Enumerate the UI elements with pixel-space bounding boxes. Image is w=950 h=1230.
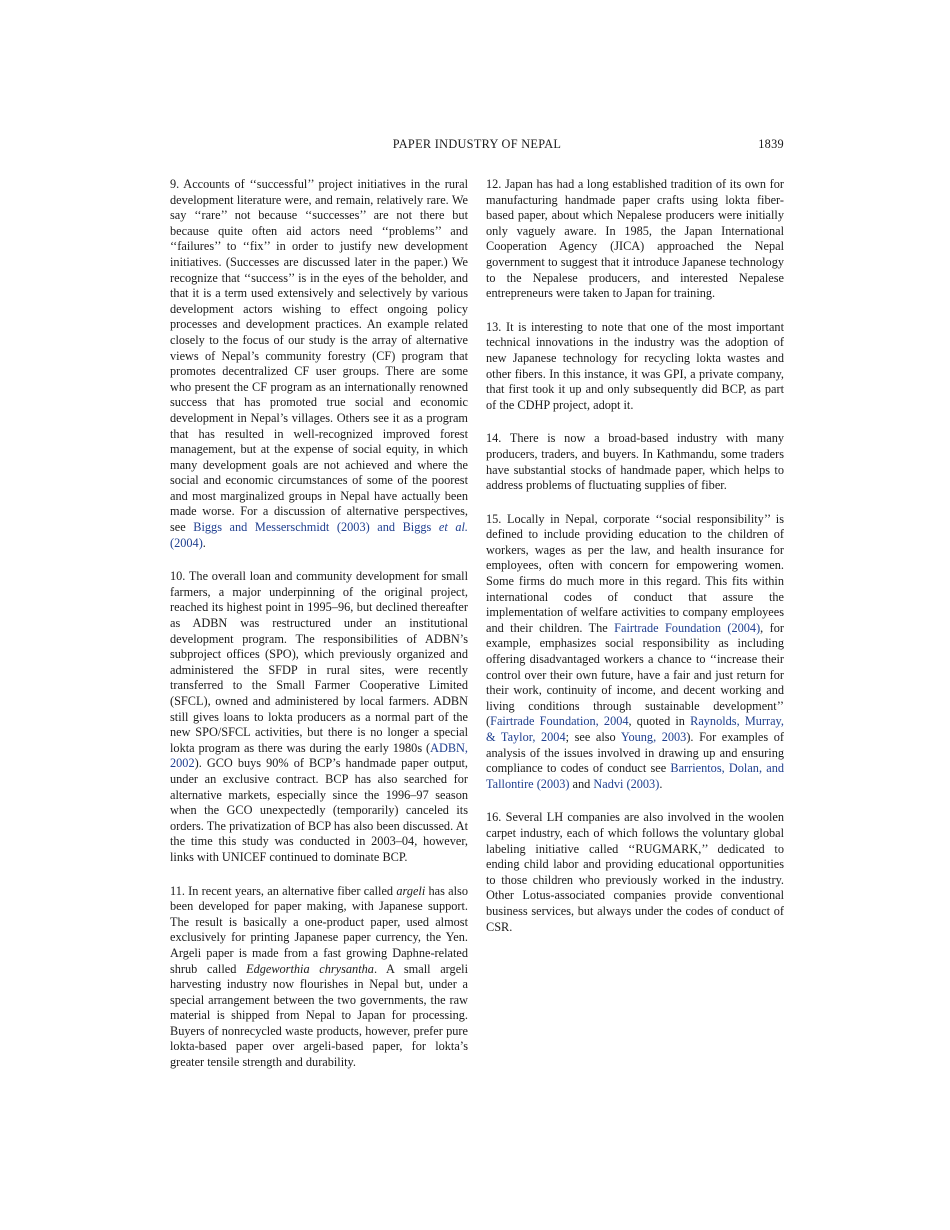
note-text: ). GCO buys 90% of BCP’s handmade paper output, under an exclusive contract. BCP has also searched for alternative markets, especially since the 1996–97 season when the GCO unexpectedly (temporarily) canceled its orders. The privatization of BCP has also been discussed. At the time this study was conducted in 2003–04, however, links with UNICEF continued to dominate BCP. [170,756,468,864]
citation-link[interactable]: Fairtrade Foundation, 2004 [490,714,629,729]
citation-text: Biggs and Messerschmidt (2003) and Biggs [193,520,439,535]
note-text: and [569,776,594,791]
citation-link[interactable]: ADBN, 2002 [170,740,468,771]
running-title: PAPER INDUSTRY OF NEPAL [392,137,562,151]
note-text: , quoted in [628,714,691,729]
citation-year: (2004) [170,535,203,550]
note-text: 12. Japan has had a long established tradition of its own for manufacturing handmade paper crafts using lokta fiber-based paper, about which Nepalese producers were initially only vaguely aware. In 1985, the Japan International Cooperation Agency (JICA) approached the Nepal government to suggest that it introduce Japanese technology to the Nepalese producers, and interested Nepalese entrepreneurs were taken to Japan for training. [486,177,784,301]
note-text: 13. It is interesting to note that one of the most important technical innovations in the industry was the adoption of new Japanese technology for recycling lokta wastes and other fibers. In this instance, it was GPI, a private company, that first took it up and only subsequently did BCP, as part of the CDHP project, adopt it. [486,319,784,412]
citation-link[interactable]: Barrientos, Dolan, and Tallontire (2003) [486,761,784,791]
citation-link[interactable]: Raynolds, Murray, & Taylor, 2004 [486,714,784,744]
running-header [170,137,784,155]
note-text: , for example, emphasizes social responsibility as including offering disadvantaged workers a chance to ‘‘increase their control over their own future, have a fair and just return for their work, continuity of income, and decent working and living conditions through sustainable development’’ ( [486,620,784,729]
note-text: 16. Several LH companies are also involved in the woolen carpet industry, each of which follows the voluntary global labeling initiative called ‘‘RUGMARK,’’ dedicated to ending child labor and providing educational opportunities to those children who previously worked in the industry. Other Lotus-associated companies provide conventional business services, but always under the codes of conduct of CSR. [486,810,784,934]
endnote-14 [486,431,784,493]
note-text: . A small argeli harvesting industry now flourishes in Nepal but, under a special arrangement between the two governments, the raw material is shipped from Nepal to Japan for processing. Buyers of nonrecycled waste products, however, prefer pure lokta-based paper over argeli-based paper, for lokta’s greater tensile strength and durability. [170,961,468,1070]
note-text: 14. There is now a broad-based industry with many producers, traders, and buyers. In Kathmandu, some traders have substantial stocks of handmade paper, which helps to address problems of fluctuating supplies of fiber. [486,431,784,493]
citation-link[interactable]: Young, 2003 [620,730,687,744]
note-text: ; see also [565,730,621,744]
note-text: . [659,776,663,791]
endnote-10 [170,569,468,865]
emphasis-term: Edgeworthia chrysantha [246,961,374,976]
note-text: has also been developed for paper making, with Japanese support. The result is basically a one-product paper, used almost exclusively for printing Japanese paper currency, the Yen. Argeli paper is made from a fast growing Daphne-related shrub called [170,883,468,976]
note-text: 10. The overall loan and community development for small farmers, a major underpinning of the original project, reached its highest point in 1995–96, but declined thereafter as ADBN was restructured under an institutional development program. The responsibilities of ADBN’s subproject offices (SPO), which previously organized and administered the SFDP in rural sites, were recently transferred to the Small Farmer Cooperative Limited (SFCL), owned and administered by local farmers. ADBN still gives loans to lokta producers as a normal part of the new SPO/SFCL activities, but there is no longer a special lokta program as there was during the early 1980s ( [170,569,468,755]
note-text: 11. In recent years, an alternative fiber called [170,883,397,898]
endnote-16 [486,810,784,935]
citation-etal: et al. [438,520,468,535]
note-text: ). For examples of analysis of the issues involved in drawing up and ensuring compliance to codes of conduct see [486,730,784,776]
citation-link[interactable]: Nadvi (2003) [593,776,660,791]
page-number: 1839 [758,137,784,151]
citation-link[interactable]: Fairtrade Foundation (2004) [614,620,761,635]
endnote-11 [170,884,468,1071]
note-text: 15. Locally in Nepal, corporate ‘‘social responsibility’’ is defined to include providing education to the children of workers, wages as per the law, and health insurance for employees, often with concern for empowering women. Some firms do much more in this regard. This fits within international codes of conduct that assure the implementation of welfare activities to company employees and their children. The [486,511,784,635]
endnote-13 [486,320,784,414]
note-text: . [202,535,206,550]
citation-link[interactable] [170,520,468,550]
right-column [486,177,784,953]
note-text: 9. Accounts of ‘‘successful’’ project initiatives in the rural development literature were, and remain, relatively rare. We say ‘‘rare’’ not because ‘‘successes’’ are not there but because quite often aid actors need ‘‘problems’’ and ‘‘failures’’ to ‘‘fix’’ in order to justify new development initiatives. (Successes are discussed later in the paper.) We recognize that ‘‘success’’ is in the eyes of the beholder, and that it is a term used extensively and selectively by various development actors wishing to effect ongoing policy processes and development practices. An example related closely to the focus of our study is the array of alternative views of Nepal’s community forestry (CF) program that promotes decentralized CF user groups. There are some who present the CF program as an internationally renowned success that has promoted true social and economic development in Nepal’s villages. Others see it as a program that has resulted in well-recognized improved forest management, but at the expense of social equity, in which many development goals are not achieved and where the social and economic circumstances of some of the poorest and most marginalized groups in Nepal have actually been made worse. For a discussion of alternative perspectives, see [170,177,468,535]
endnote-15 [486,512,784,793]
emphasis-term: argeli [396,883,426,898]
endnote-9 [170,177,468,551]
left-column [170,177,468,1089]
endnote-12 [486,177,784,302]
